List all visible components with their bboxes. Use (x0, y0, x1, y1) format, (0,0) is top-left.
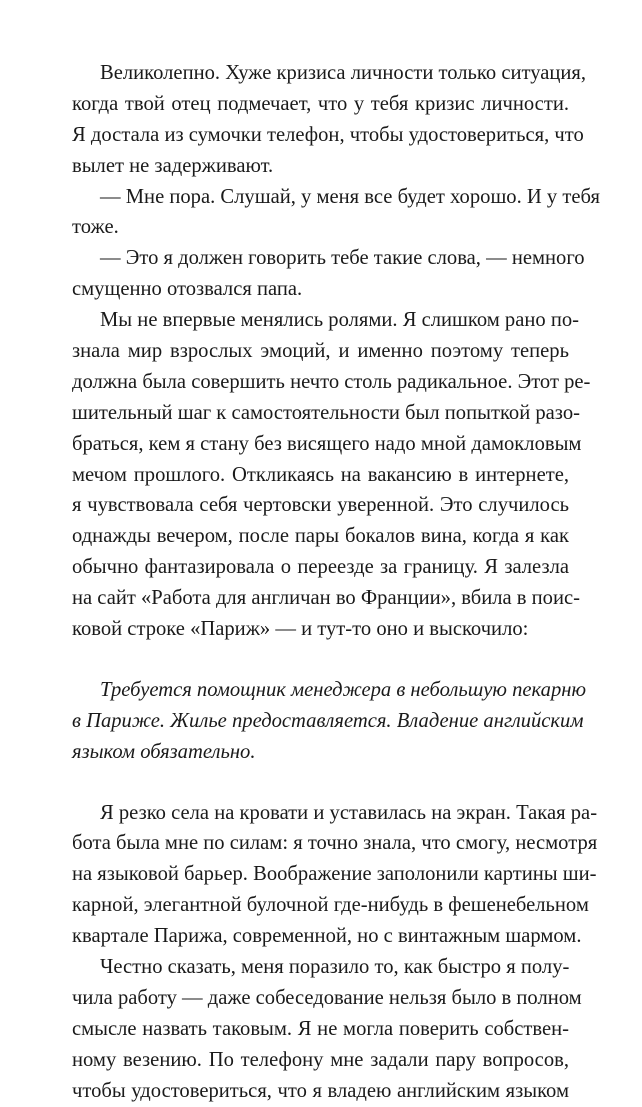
text-line: ковой строке «Париж» — и тут-то оно и выскочило: (72, 618, 529, 641)
text-line: однажды вечером, после пары бокалов вина, когда я как (72, 525, 569, 548)
text-line: шительный шаг к самостоятельности был попыткой разо- (72, 401, 580, 424)
text-line: когда твой отец подмечает, что у тебя кризис личности. (72, 92, 569, 115)
job-ad-quote (72, 675, 586, 768)
quote-line: языком обязательно. (72, 740, 256, 763)
paragraph-3 (72, 243, 585, 305)
text-line: — Это я должен говорить тебе такие слова, — немного (100, 247, 585, 270)
text-line: Мы не впервые менялись ролями. Я слишком рано по- (100, 309, 580, 332)
text-line: — Мне пора. Слушай, у меня все будет хорошо. И у тебя (100, 185, 600, 208)
text-line: смысле назвать таковым. Я не могла поверить собствен- (72, 1017, 569, 1040)
text-line: вылет не задерживают. (72, 154, 274, 177)
body-text (72, 58, 600, 1107)
text-line: должна была совершить нечто столь радикальное. Этот ре- (72, 370, 591, 393)
text-line: ному везению. По телефону мне задали пару вопросов, (72, 1048, 569, 1071)
quote-line: в Париже. Жилье предоставляется. Владение английским (72, 709, 584, 732)
paragraph-4 (72, 305, 591, 645)
text-line: знала мир взрослых эмоций, и именно поэтому теперь (72, 340, 569, 363)
text-line: чила работу — даже собеседование нельзя было в полном (72, 986, 582, 1009)
paragraph-6 (72, 798, 598, 952)
text-line: Великолепно. Хуже кризиса личности только ситуация, (100, 62, 587, 84)
paragraph-1 (72, 58, 587, 182)
text-line: на языковой барьер. Воображение заполонили картины ши- (72, 863, 597, 886)
text-line: Честно сказать, меня поразило то, как быстро я полу- (100, 956, 570, 979)
text-line: Я резко села на кровати и уставилась на экран. Такая ра- (100, 801, 598, 824)
text-line: Я достала из сумочки телефон, чтобы удостовериться, что (72, 123, 584, 146)
text-line: я чувствовала себя чертовски уверенной. Это случилось (72, 494, 569, 517)
text-line: чтобы удостовериться, что я владею английским языком (72, 1079, 569, 1102)
text-line: карной, элегантной булочной где-нибудь в фешенебельном (72, 894, 589, 917)
text-line: квартале Парижа, современной, но с винтажным шармом. (72, 925, 582, 948)
text-line: бота была мне по силам: я точно знала, что смогу, несмотря (72, 832, 598, 855)
paragraph-2 (72, 182, 600, 244)
text-line: тоже. (72, 216, 119, 239)
paragraph-7 (72, 952, 582, 1106)
quote-line: Требуется помощник менеджера в небольшую пекарню (100, 678, 586, 701)
text-line: на сайт «Работа для англичан во Франции», вбила в поис- (72, 587, 580, 610)
text-line: мечом прошлого. Откликаясь на вакансию в интернете, (72, 463, 569, 486)
text-line: браться, кем я стану без висящего надо мной дамокловым (72, 432, 582, 455)
text-line: смущенно отозвался папа. (72, 278, 303, 301)
text-line: обычно фантазировала о переезде за границу. Я залезла (72, 556, 569, 579)
